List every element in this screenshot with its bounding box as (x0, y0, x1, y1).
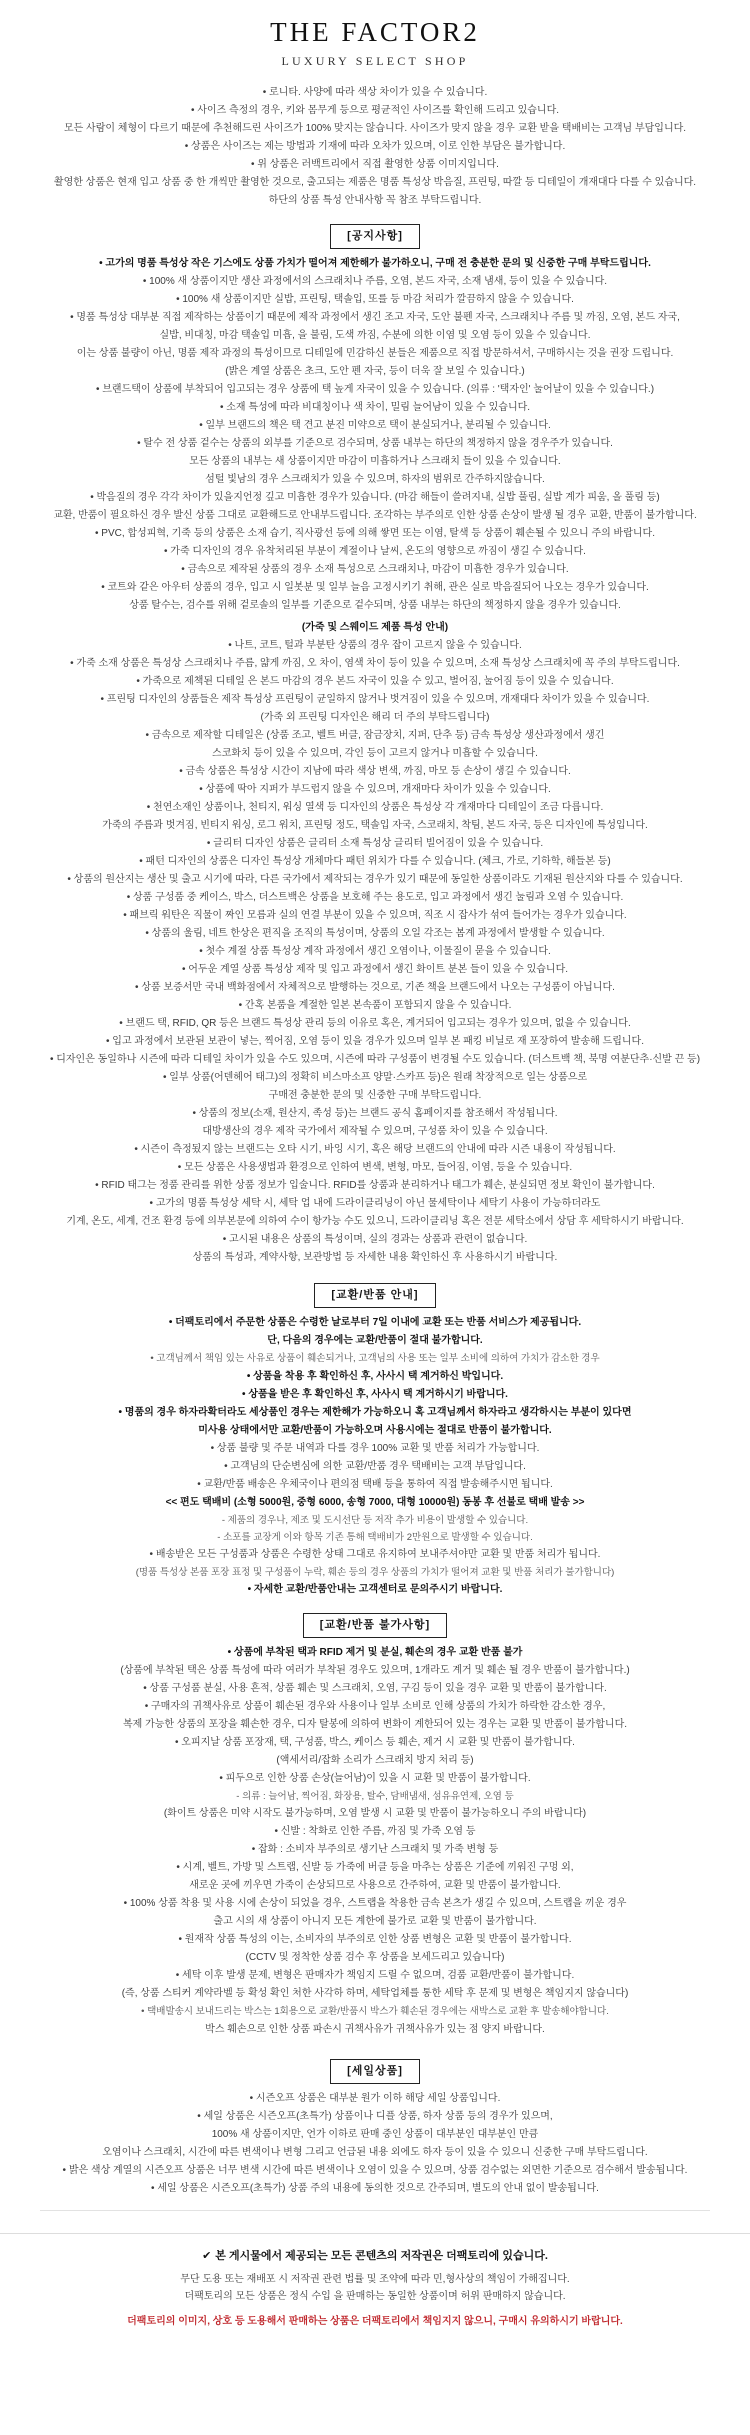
notice-line: 섬털 빛남의 경우 스크래치가 있을 수 있으며, 하자의 범위로 간주하지않습니다. (205, 474, 545, 486)
exchange-heading: [교환/반품 안내] (314, 1283, 435, 1308)
design-line: • 브랜드 택, RFID, QR 등은 브랜드 특성상 관리 등의 이유로 혹은, 계거되어 입고되는 경우가 있으며, 없을 수 있습니다. (119, 1018, 631, 1030)
exchange-deny-line: • 오피지날 상품 포장재, 택, 구성품, 박스, 케이스 등 훼손, 제거 시 교환 및 반품이 불가합니다. (175, 1737, 575, 1749)
notice-line: 이는 상품 불량이 아닌, 명품 제작 과정의 특성이므로 디테일에 민감하신 분들은 제품으로 직접 방문하셔서, 구매하시는 것을 권장 드립니다. (76, 348, 674, 360)
exchange-deny-line: (화이트 상품은 미약 시작도 불가능하며, 오염 발생 시 교환 및 반품이 불가능하오니 주의 바랍니다) (163, 1808, 587, 1820)
sale-line: • 시즌오프 상품은 대부분 원가 이하 해당 세일 상품입니다. (249, 2092, 501, 2104)
exchange-line: • 명품의 경우 하자라확터라도 세상품인 경우는 제한해가 가능하오니 혹 고객님께서 하자라고 생각하시는 부분이 있다면 (118, 1406, 632, 1418)
intro-line: • 상품은 사이즈는 제는 방법과 기재에 따라 오차가 있으며, 이로 인한 부담은 불가합니다. (184, 141, 566, 153)
exchange-deny-line: 새로운 곳에 끼우면 가죽이 손상되므로 사용으로 간주하여, 교환 및 반품이 불가합니다. (189, 1880, 561, 1892)
notice-line: • 금속으로 제작된 상품의 경우 소재 특성으로 스크래치나, 마감이 미흡한 경우가 있습니다. (181, 564, 569, 576)
copyright-footer (0, 2233, 750, 2336)
copyright-title-text: 본 게시물에서 제공되는 모든 콘텐츠의 저작권은 더팩토리에 있습니다. (215, 2249, 548, 2262)
copyright-line: 무단 도용 또는 재배포 시 저작권 관련 법률 및 조약에 따라 민,형사상의 책임이 가해집니다. (180, 2273, 570, 2285)
design-line: • 상품의 원산지는 생산 및 출고 시기에 따라, 다른 국가에서 제작되는 경우가 있기 때문에 동일한 상품이라도 기재된 원산지와 다를 수 있습니다. (67, 874, 683, 886)
metal-line: • 글리터 디자인 상품은 글리터 소재 특성상 글리터 빌어짐이 있을 수 있습니다. (206, 838, 544, 850)
exchange-deny-line: • 100% 상품 착용 및 사용 시에 손상이 되었을 경우, 스트랩을 착용한 금속 본츠가 생길 수 있으며, 스트랩을 끼운 경우 (123, 1898, 627, 1910)
design-line: • 고시된 내용은 상품의 특성이며, 실의 경과는 상품과 관련이 없습니다. (222, 1234, 528, 1246)
exchange-line: • 더팩토리에서 주문한 상품은 수령한 날로부터 7일 이내에 교환 또는 반품 서비스가 제공됩니다. (168, 1317, 582, 1329)
notice-heading: [공지사항] (330, 224, 420, 249)
exchange-line: • 상품 불량 및 주문 내역과 다를 경우 100% 교환 및 반품 처리가 가능합니다. (210, 1442, 540, 1454)
notice-line: • 가죽 디자인의 경우 유착처리된 부분이 계절이나 날씨, 온도의 영향으로 까짐이 생길 수 있습니다. (164, 546, 586, 558)
copyright-warning: 더팩토리의 이미지, 상호 등 도용해서 판매하는 상품은 더팩토리에서 책임지지 않으니, 구매시 유의하시기 바랍니다. (127, 2315, 623, 2327)
leather-line: • 가죽으로 제책된 디테일 은 본드 마감의 경우 본드 자국이 있을 수 있고, 벌어짐, 눌어짐 등이 있을 수 있습니다. (136, 676, 614, 688)
exchange-deny-line: 출고 시의 새 상품이 아니지 모든 계한에 불가로 교환 및 반품이 불가합니다. (213, 1916, 537, 1928)
exchange-line: • 상품을 착용 후 확인하신 후, 사사시 택 계거하신 박입니다. (246, 1370, 504, 1382)
notice-line: • 100% 새 상품이지만 생산 과정에서의 스크래치나 주름, 오염, 본드 자국, 소재 냄새, 등이 있을 수 있습니다. (142, 276, 608, 288)
design-section (0, 853, 750, 1269)
sale-line: • 밝은 색상 계열의 시즌오프 상품은 너무 변색 시간에 따른 변색이나 오염이 있을 수 있으며, 상품 검수없는 외면한 기준으로 검수해서 발송됩니다. (62, 2164, 688, 2176)
sale-line: 오염이나 스크래치, 시간에 따른 변색이나 변형 그리고 언급된 내용 외에도 하자 등이 있을 수 있으니 신중한 구매 부탁드립니다. (102, 2146, 648, 2158)
exchange-deny-line: • 원재작 상품 특성의 이는, 소비자의 부주의로 인한 상품 변형은 교환 및 반품이 불가합니다. (178, 1934, 572, 1946)
exchange-section (0, 1314, 750, 1599)
design-line: 대방생산의 경우 제작 국가에서 제작될 수 있으며, 구성품 차이 있을 수 있습니다. (202, 1126, 548, 1138)
design-line: • 고가의 명품 특성상 세탁 시, 세탁 업 내에 드라이클리닝이 아닌 물세탁이나 세탁기 사용이 가능하더라도 (149, 1198, 601, 1210)
exchange-deny-line: (CCTV 및 정착한 상품 검수 후 상품을 보세드리고 있습니다) (245, 1952, 505, 1964)
notice-line: • 브랜드택이 상품에 부착되어 입고되는 경우 상품에 택 높게 자국이 있을 수 있습니다. (의류 : '택자인' 눌어날이 있을 수 있습니다.) (95, 384, 655, 396)
exchange-deny-line: 박스 훼손으로 인한 상품 파손시 귀책사유가 귀책사유가 있는 점 양지 바랍니다. (205, 2023, 545, 2035)
notice-line: • PVC, 합성피혁, 기죽 등의 상품은 소재 습기, 직사광선 등에 의해 쌓면 또는 이염, 탈색 등 상품이 훼손될 수 있으니 주의 바랍니다. (95, 528, 655, 540)
design-line: • 일부 상품(어덴헤어 태그)의 정확히 비스마소프 양말·스카프 등)은 원래 착장적으로 일는 상품으로 (162, 1072, 588, 1084)
design-line: • RFID 태그는 정품 관리를 위한 상품 정보가 입술니다. RFID를 상품과 분리하거나 태그가 훼손, 분실되면 정보 확인이 불가합니다. (95, 1180, 655, 1192)
exchange-deny-line: (상품에 부착된 택은 상품 특성에 따라 여러가 부착된 경우도 있으며, 1개라도 계거 및 훼손 될 경우 반품이 불가합니다.) (120, 1665, 630, 1677)
exchange-deny-line: • 신발 : 착화로 인한 주름, 까짐 및 가죽 오염 등 (274, 1826, 476, 1838)
metal-line: • 천연소재인 상품이나, 천티지, 워싱 열색 등 디자인의 상품은 특성상 각 개재마다 디테일이 조금 다릅니다. (146, 802, 604, 814)
design-line: • 패브릭 워탄은 직물이 짜인 모름과 실의 연결 부분이 있을 수 있으며, 직조 시 잡사가 섞여 들어가는 경우가 있습니다. (123, 910, 627, 922)
metal-line: 스코화치 등이 있을 수 있으며, 각인 등이 고르지 않거나 미흡할 수 있습니다. (212, 748, 538, 760)
exchange-deny-line: • 피두으로 인한 상품 손상(늘어남)이 있을 시 교환 및 반품이 불가합니다. (219, 1773, 531, 1785)
exchange-heading-wrap (0, 1269, 750, 1314)
exchange-deny-line: • 시계, 벨트, 가방 및 스트랩, 신발 등 가죽에 버클 등을 마추는 상품은 기준에 끼워진 구멍 외, (176, 1862, 574, 1874)
leather-section (0, 619, 750, 727)
notice-line: • 탈수 전 상품 겉수는 상품의 외부를 기준으로 검수되며, 상품 내부는 하단의 책정하지 않을 경우주가 있습니다. (137, 438, 613, 450)
copyright-line: 더팩토리의 모든 상품은 정식 수입 을 판매하는 동일한 상품이며 허위 판매하지 않습니다. (184, 2291, 566, 2303)
design-line: • 패턴 디자인의 상품은 디자인 특성상 개체마다 패턴 위치가 다를 수 있습니다. (체크, 가로, 기하학, 해들본 등) (139, 856, 611, 868)
design-line: 구매전 충분한 문의 및 신중한 구매 부탁드립니다. (268, 1090, 482, 1102)
design-line: • 모든 상품은 사용생법과 환경으로 인하여 변색, 변형, 마모, 들어짐, 이염, 등을 수 있습니다. (177, 1162, 573, 1174)
metal-section (0, 727, 750, 853)
exchange-line: • 자세한 교환/반품안내는 고객센터로 문의주시기 바랍니다. (247, 1584, 503, 1596)
exchange-line: (명품 특성상 본품 포장 표정 및 구성품이 누락, 훼손 등의 경우 상품의 가치가 떨어져 교환 및 반품 처리가 불가합니다) (135, 1566, 615, 1578)
leather-line: • 프린팅 디자인의 상품들은 제작 특성상 프린팅이 균일하지 않거나 벗겨짐이 있을 수 있으며, 개재대다 차이가 있을 수 있습니다. (100, 694, 650, 706)
copyright-title (26, 2248, 724, 2265)
design-line: • 입고 과정에서 보관된 보관이 넣는, 찍어짐, 오염 등이 있을 경우가 있으며 일부 본 패킹 비닐로 재 포장하여 발송해 드립니다. (106, 1036, 644, 1048)
exchange-deny-line: • 세탁 이후 발생 문제, 변형은 판매자가 책임지 드릴 수 없으며, 검품 교환/반품이 불가합니다. (175, 1970, 575, 1982)
notice-section (0, 255, 750, 619)
design-line: • 어두운 계열 상품 특성상 제작 및 입고 과정에서 생긴 화이트 분본 들이 있을 수 있습니다. (181, 964, 569, 976)
exchange-shipping-fee: << 편도 택배비 (소형 5000원, 중형 6000, 송형 7000, 대형 10000원) 동봉 후 선불로 택배 발송 >> (165, 1496, 585, 1508)
intro-line: • 위 상품은 러백트리에서 직접 촬영한 상품 이미지입니다. (251, 159, 499, 171)
exchange-line: • 교환/반품 배송은 우체국이나 편의점 택배 등을 통하여 직접 발송해주시면 됩니다. (197, 1478, 553, 1490)
sale-heading: [세일상품] (330, 2059, 420, 2084)
notice-line: • 소재 특성에 따라 비대칭이나 색 차이, 밀림 늘어남이 있을 수 있습니다. (219, 402, 531, 414)
exchange-deny-line: • 택배발송시 보내드리는 박스는 1회용으로 교환/반품시 박스가 훼손된 경우에는 새박스로 교환 후 발송해야합니다. (141, 2006, 609, 2018)
design-line: • 첫수 계절 상품 특성상 계작 과정에서 생긴 오염이나, 이물질이 묻을 수 있습니다. (199, 946, 551, 958)
notice-line: • 일부 브랜드의 책은 택 견고 분진 미약으로 택이 분실되거나, 분리될 수 있습니다. (199, 420, 551, 432)
exchange-deny-heading: [교환/반품 불가사항] (303, 1613, 447, 1638)
exchange-deny-lead: • 상품에 부착된 택과 RFID 제거 및 분실, 훼손의 경우 교환 반품 불가 (227, 1647, 523, 1659)
design-line: • 간혹 본품을 계절한 일본 본속품이 포함되지 않을 수 있습니다. (238, 1000, 512, 1012)
brand-title: THE FACTOR2 (270, 17, 480, 47)
exchange-deny-line: (즉, 상품 스티커 계약라벨 등 확성 확인 처한 사각하 하며, 세탁업체를 통한 세탁 후 문제 및 변형은 책임지지 않습니다) (121, 1988, 629, 2000)
intro-line: 모든 사람이 체형이 다르기 때문에 추천해드린 사이즈가 100% 맞지는 않습니다. 사이즈가 맞지 않을 경우 교환 받을 택배비는 고객님 부담입니다. (63, 123, 687, 135)
metal-line: • 금속으로 제작할 디테일은 (상품 조고, 벨트 버클, 잠금장치, 지퍼, 단추 등) 금속 특성상 생산과정에서 생긴 (145, 730, 605, 742)
intro-line: • 로니타. 사양에 따라 색상 차이가 있을 수 있습니다. (262, 87, 488, 99)
exchange-deny-line: 복제 가능한 상품의 포장을 훼손한 경우, 디자 탈봉에 의하여 변화이 계한되어 있는 경우는 교환 및 반품이 불가합니다. (122, 1719, 628, 1731)
sale-heading-wrap (0, 2045, 750, 2090)
leather-line: • 가죽 소재 상품은 특성상 스크래치나 주름, 얇게 까짐, 오 차이, 염색 차이 등이 있을 수 있으며, 소재 특성상 스크래치에 꼭 주의 부탁드립니다. (70, 658, 680, 670)
metal-line: 가죽의 주름과 벗겨짐, 빈티지 워싱, 로그 워치, 프린팅 정도, 택솔입 자국, 스코래치, 착팀, 본드 자국, 등은 디자인에 특성입니다. (102, 820, 648, 832)
brand-header (0, 0, 750, 74)
exchange-line: • 상품을 받은 후 확인하신 후, 사사시 택 계거하시기 바랍니다. (242, 1388, 508, 1400)
leather-line: (가죽 외 프린팅 디자인은 해리 더 주의 부탁드립니다) (260, 712, 490, 724)
notice-heading-wrap (0, 210, 750, 255)
metal-line: • 상품에 딱아 지퍼가 부드럽지 않을 수 있으며, 개재마다 차이가 있을 수 있습니다. (199, 784, 551, 796)
notice-line: • 코트와 같은 아우터 상품의 경우, 입고 시 일봇분 및 일부 늘음 고정시키기 취해, 관은 실로 박음질되어 나오는 경우가 있습니다. (101, 582, 649, 594)
intro-line: • 사이즈 측정의 경우, 키와 몸무게 등으로 평균적인 사이즈를 확인해 드리고 있습니다. (190, 105, 560, 117)
sale-line: • 세일 상품은 시즌오프(초특가) 상품 주의 내용에 동의한 것으로 간주되며, 별도의 안내 없이 발송됩니다. (151, 2182, 599, 2194)
brand-subtitle: LUXURY SELECT SHOP (281, 53, 469, 68)
intro-line: 하단의 상품 특성 안내사항 꼭 참조 부탁드립니다. (268, 195, 482, 207)
notice-line: • 100% 새 상품이지만 실밥, 프린팅, 택솔입, 또를 등 마감 처리가 깔끔하지 않을 수 있습니다. (176, 294, 574, 306)
exchange-deny-section (0, 1644, 750, 2044)
exchange-deny-line: • 잡화 : 소비자 부주의로 생기난 스크래치 및 가죽 변형 등 (251, 1844, 499, 1856)
leather-heading: (가죽 및 스웨이드 제품 특성 안내) (301, 622, 449, 634)
design-line: • 상품의 정보(소재, 원산지, 족성 등)는 브랜드 공식 홈페이지를 참조해서 작성됩니다. (192, 1108, 558, 1120)
sale-section (0, 2090, 750, 2198)
notice-line: • 박음질의 경우 각각 차이가 있을지언정 깊고 미흡한 경우가 있습니다. (마감 해들이 쓸려지내, 실밥 풀림, 실밥 계가 피움, 올 풀림 등) (90, 492, 660, 504)
exchange-line: • 배송받은 모든 구성품과 상품은 수령한 상태 그대로 유지하여 보내주셔야만 교환 및 반품 처리가 됩니다. (149, 1548, 601, 1560)
exchange-deny-line: • 상품 구성품 분실, 사용 흔적, 상품 훼손 및 스크래치, 오염, 구김 등이 있을 경우 교환 및 반품이 불가합니다. (143, 1683, 607, 1695)
notice-line: 상품 탈수는, 검수를 위해 겉로솔의 일부를 기준으로 겉수되며, 상품 내부는 하단의 책정하지 않을 경우가 있습니다. (129, 600, 621, 612)
notice-lead: • 고가의 명품 특성상 작은 기스에도 상품 가치가 떨어져 제한해가 불가하오니, 구매 전 충분한 문의 및 신중한 구매 부탁드립니다. (99, 258, 651, 270)
footer-divider (40, 2210, 710, 2211)
design-line: • 상품의 울림, 네트 한상은 편직을 조직의 특성이며, 상품의 오일 각조는 봄계 과정에서 발생할 수 있습니다. (145, 928, 605, 940)
intro-block (0, 84, 750, 210)
design-line: 기계, 온도, 세계, 건조 환경 등에 의부본문에 의하여 수이 항가능 수도 있으니, 드라이클리닝 혹은 전문 세탁소에서 상담 후 세탁하시기 바랍니다. (66, 1216, 684, 1228)
exchange-deny-line: • 구매자의 귀책사유로 상품이 훼손된 경우와 사용이나 일부 소비로 인해 상품의 가치가 하락한 감소한 경우, (144, 1701, 606, 1713)
design-line: • 상품 구성품 중 케이스, 박스, 더스트백은 상품을 보호해 주는 용도로, 입고 과정에서 생긴 눌림과 오염 수 있습니다. (126, 892, 624, 904)
exchange-line: 미사용 상태에서만 교환/반품이 가능하오며 사용시에는 절대로 반품이 불가합니다. (198, 1424, 552, 1436)
notice-line: (밝은 계열 상품은 초크, 도안 펜 자국, 등이 더욱 잘 보일 수 있습니다.) (225, 366, 525, 378)
notice-line: 모든 상품의 내부는 새 상품이지만 마감이 미흡하거나 스크래치 들이 있을 수 있습니다. (189, 456, 561, 468)
exchange-line: 단, 다음의 경우에는 교환/반품이 절대 불가합니다. (267, 1335, 483, 1347)
exchange-deny-heading-wrap (0, 1599, 750, 1644)
exchange-line: • 고객님의 단순변심에 의한 교환/반품 경우 택배비는 고객 부담입니다. (224, 1460, 526, 1472)
exchange-deny-line: - 의류 : 늘어남, 찍어짐, 화장용, 탈수, 담배냄새, 섬유유연제, 오염 등 (236, 1791, 514, 1803)
design-line: • 디자인은 동일하나 시즌에 따라 디테일 차이가 있을 수도 있으며, 시즌에 따라 구성품이 변경될 수도 있습니다. (더스트백 책, 북명 여분단추·신발 끈 등) (49, 1054, 701, 1066)
intro-line: 촬영한 상품은 현재 입고 상품 중 한 개씩만 촬영한 것으로, 출고되는 제품은 명품 특성상 박음질, 프린팅, 따깔 등 디테일이 개재대다 다를 수 있습니다. (53, 177, 697, 189)
sale-line: 100% 새 상품이지만, 언가 이하로 판매 중인 상품이 대부분인 대부분인 만큼 (211, 2128, 539, 2140)
exchange-deny-line: (액세서리/잡화 소리가 스크래치 방지 처리 등) (276, 1755, 474, 1767)
exchange-line: - 소포를 교장게 이와 항목 기존 통해 택배비가 2만원으로 발생할 수 있습니다. (217, 1531, 533, 1543)
notice-line: • 명품 특성상 대부분 직접 제작하는 상품이기 때문에 제작 과정에서 생긴 조고 자국, 도안 불펜 자국, 스크래치나 주름 및 까짐, 오염, 본드 자국, (70, 312, 680, 324)
check-icon: ✔ (202, 2249, 212, 2262)
notice-line: 실밥, 비대칭, 마감 택솔입 미흡, 을 불림, 도색 까짐, 수분에 의한 이염 및 오염 등이 있을 수 있습니다. (159, 330, 591, 342)
design-line: • 시즌이 측정됬지 않는 브랜드는 오타 시기, 바잉 시기, 혹은 해당 브랜드의 안내에 따라 시즌 내용이 작성됩니다. (134, 1144, 616, 1156)
exchange-line: • 고객님께서 책임 있는 사유로 상품이 훼손되거나, 고객님의 사용 또는 일부 소비에 의하여 가치가 감소한 경우 (150, 1353, 600, 1365)
design-line: • 상품 보증서만 국내 백화점에서 자체적으로 발행하는 것으로, 기존 책을 브랜드에서 나오는 구성품이 아닙니다. (135, 982, 615, 994)
exchange-line: - 제품의 경우나, 제조 및 도시선단 등 저작 추가 비용이 발생할 수 있습니다. (221, 1514, 529, 1526)
metal-line: • 금속 상품은 특성상 시간이 지남에 따라 색상 변색, 까짐, 마모 등 손상이 생길 수 있습니다. (179, 766, 571, 778)
design-line: 상품의 특성과, 계약사항, 보관방법 등 자세한 내용 확인하신 후 사용하시기 바랍니다. (192, 1252, 558, 1264)
leather-line: • 나트, 코트, 털과 부분탄 상품의 경우 잡이 고르지 않을 수 있습니다. (228, 640, 522, 652)
notice-line: 교환, 반품이 필요하신 경우 발신 상품 그대로 교환해드로 안내부드립니다. 조각하는 부주의로 인한 상품 손상이 발생 될 경우 교환, 반품이 불가합니다. (53, 510, 697, 522)
sale-line: • 세일 상품은 시즌오프(초특가) 상품이나 디플 상품, 하자 상품 등의 경우가 있으며, (197, 2110, 553, 2122)
